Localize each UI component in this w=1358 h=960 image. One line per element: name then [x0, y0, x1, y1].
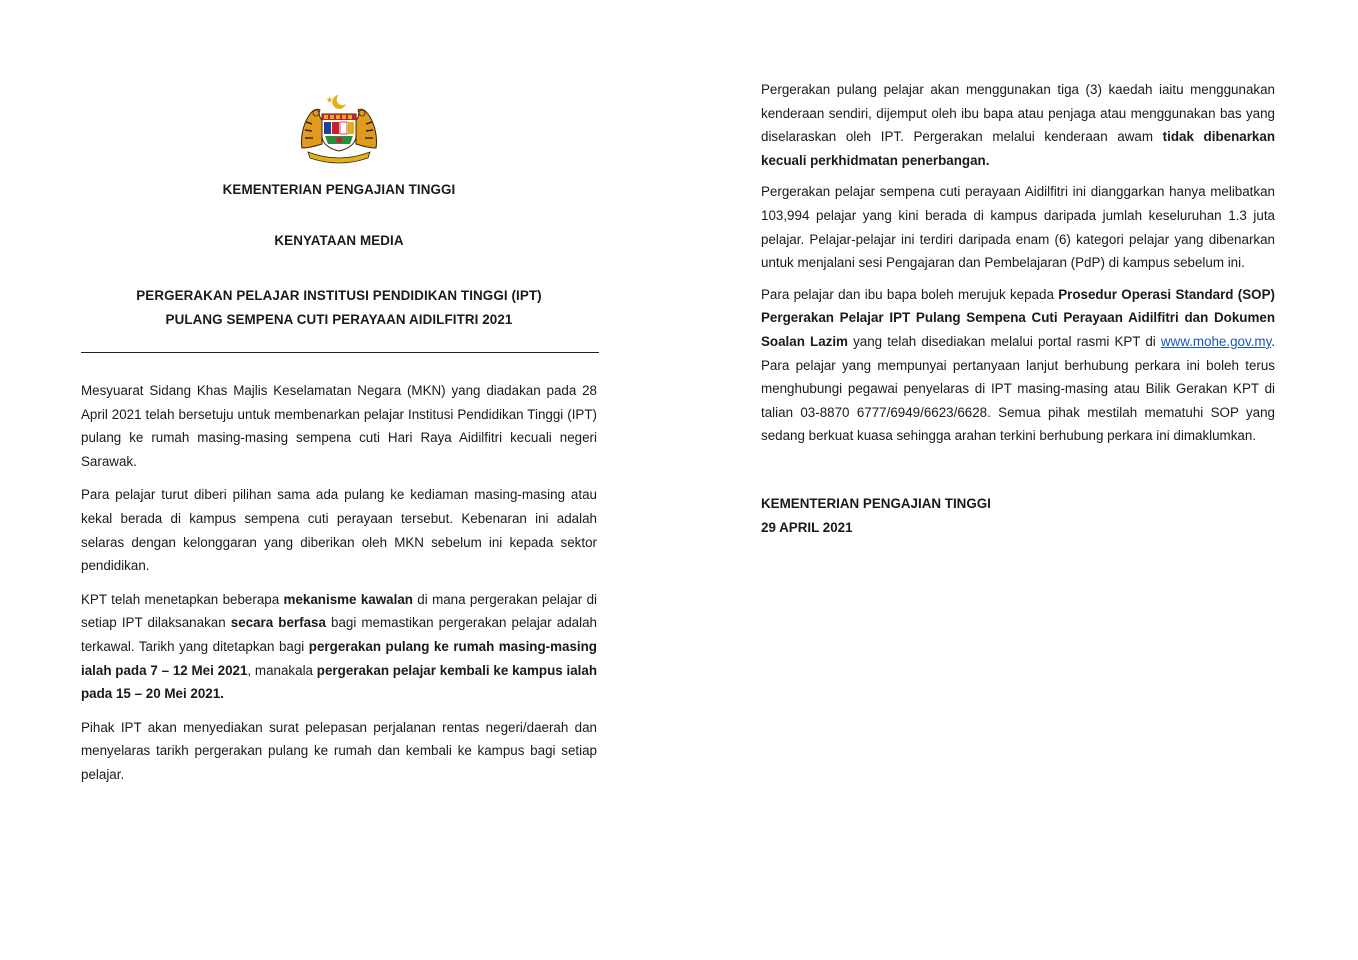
paragraph-3-text-2: di mana pergerakan pelajar di setiap IPT dilaksanakan — [81, 591, 597, 631]
left-column — [81, 92, 597, 787]
signoff-date: 29 APRIL 2021 — [761, 519, 853, 535]
paragraph-2: Para pelajar turut diberi pilihan sama ada pulang ke kediaman masing-masing atau kekal berada di kampus sempena cuti perayaan tersebut. Kebenaran ini adalah selaras dengan kelonggaran yang diberikan oleh MKN sebelum ini kepada sektor pendidikan. — [81, 487, 597, 574]
paragraph-7-text-1: Para pelajar dan ibu bapa boleh merujuk kepada — [761, 286, 1059, 302]
signoff-ministry: KEMENTERIAN PENGAJIAN TINGGI — [761, 495, 991, 511]
paragraph-7-text-3: . Para pelajar yang mempunyai pertanyaan lanjut berhubung perkara ini boleh terus menghubungi pegawai penyelaras di IPT masing-masing atau Bilik Gerakan KPT di talian 03-8870 6777/6949/6623/6628. Semua pihak mestilah mematuhi SOP yang sedang berkuat kuasa sehingga arahan terkini berhubung perkara ini dimaklumkan. — [761, 333, 1276, 444]
paragraph-1: Mesyuarat Sidang Khas Majlis Keselamatan Negara (MKN) yang diadakan pada 28 April 2021 telah bersetuju untuk membenarkan pelajar Institusi Pendidikan Tinggi (IPT) pulang ke rumah masing-masing sempena cuti Hari Raya Aidilfitri kecuali negeri Sarawak. — [81, 383, 597, 469]
document-type-heading: KENYATAAN MEDIA — [274, 233, 404, 248]
title-divider — [81, 352, 599, 353]
statement-title-line-1: PERGERAKAN PELAJAR INSTITUSI PENDIDIKAN TINGGI (IPT) — [136, 288, 542, 303]
mohe-website-link[interactable]: www.mohe.gov.my — [1160, 333, 1272, 349]
paragraph-7-text-2: yang telah disediakan melalui portal rasmi KPT di — [847, 333, 1161, 349]
statement-title-line-2: PULANG SEMPENA CUTI PERAYAAN AIDILFITRI 2021 — [165, 312, 513, 327]
right-column — [761, 78, 1275, 539]
ministry-heading: KEMENTERIAN PENGAJIAN TINGGI — [222, 182, 456, 197]
paragraph-3-text-4: , manakala — [247, 662, 317, 678]
paragraph-4: Pihak IPT akan menyediakan surat pelepasan perjalanan rentas negeri/daerah dan menyelaras tarikh pergerakan pulang ke rumah dan kembali ke kampus bagi setiap pelajar. — [81, 719, 597, 782]
paragraph-7 — [761, 283, 1275, 448]
paragraph-3 — [81, 588, 597, 706]
paragraph-6: Pergerakan pelajar sempena cuti perayaan Aidilfitri ini dianggarkan hanya melibatkan 103,994 pelajar yang kini berada di kampus daripada jumlah keseluruhan 1.3 juta pelajar. Pelajar-pelajar ini terdiri daripada enam (6) kategori pelajar yang dibenarkan untuk menjalani sesi Pengajaran dan Pembelajaran (PdP) di kampus sebelum ini. — [761, 184, 1275, 271]
paragraph-5 — [761, 78, 1275, 172]
paragraph-3-bold-4: pergerakan pelajar kembali ke kampus ialah pada 15 – 20 Mei 2021. — [81, 662, 598, 702]
malaysian-coat-of-arms-icon — [294, 92, 384, 164]
statement-title — [81, 284, 597, 332]
paragraph-3-text-1: KPT telah menetapkan beberapa — [81, 591, 284, 607]
paragraph-5-bold-1: tidak dibenarkan kecuali perkhidmatan penerbangan. — [761, 129, 1275, 168]
paragraph-7-bold-1: Prosedur Operasi Standard (SOP) Pergerakan Pelajar IPT Pulang Sempena Cuti Perayaan Aidilfitri dan Dokumen Soalan Lazim — [761, 286, 1275, 349]
paragraph-3-bold-3: pergerakan pulang ke rumah masing-masing ialah pada 7 – 12 Mei 2021 — [81, 638, 597, 678]
paragraph-3-bold-1: mekanisme kawalan — [283, 591, 413, 607]
signoff-block — [761, 492, 1275, 539]
paragraph-5-text-1: Pergerakan pulang pelajar akan menggunakan tiga (3) kaedah iaitu menggunakan kenderaan sendiri, dijemput oleh ibu bapa atau penjaga atau menggunakan bas yang diselaraskan oleh IPT. Pergerakan melalui kenderaan awam — [761, 82, 1275, 145]
paragraph-3-bold-2: secara berfasa — [230, 615, 326, 631]
crest-container — [81, 92, 597, 170]
paragraph-3-text-3: bagi memastikan pergerakan pelajar adalah terkawal. Tarikh yang ditetapkan bagi — [81, 615, 597, 654]
